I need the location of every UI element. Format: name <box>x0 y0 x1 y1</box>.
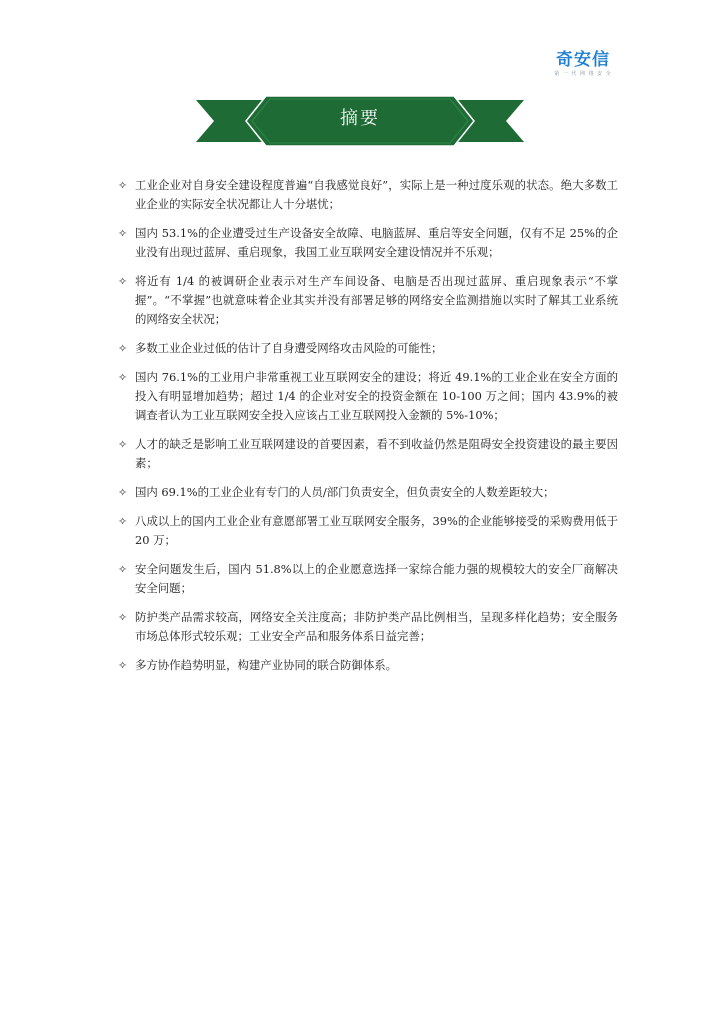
list-item-text: 工业企业对自身安全建设程度普遍“自我感觉良好”，实际上是一种过度乐观的状态。绝大多数工业企业的实际安全状况都让人十分堪忧； <box>135 178 618 211</box>
list-item-text: 人才的缺乏是影响工业互联网建设的首要因素，看不到收益仍然是阻碍安全投资建设的最主要因素； <box>135 437 618 470</box>
list-item <box>118 339 618 358</box>
list-item <box>118 176 618 214</box>
list-item-text: 国内 53.1%的企业遭受过生产设备安全故障、电脑蓝屏、重启等安全问题，仅有不足 25%的企业没有出现过蓝屏、重启现象，我国工业互联网安全建设情况并不乐观； <box>135 226 618 259</box>
logo-text: 奇安信 <box>556 50 610 70</box>
list-item <box>118 560 618 598</box>
bullet-diamond-icon: ✧ <box>118 342 128 355</box>
list-item-text: 安全问题发生后，国内 51.8%以上的企业愿意选择一家综合能力强的规模较大的安全厂商解决安全问题； <box>135 562 618 595</box>
list-item <box>118 608 618 646</box>
list-item-text: 八成以上的国内工业企业有意愿部署工业互联网安全服务，39%的企业能够接受的采购费用低于 20 万； <box>135 514 618 547</box>
section-banner <box>196 96 524 146</box>
list-item-text: 国内 69.1%的工业企业有专门的人员/部门负责安全，但负责安全的人数差距较大； <box>135 485 555 499</box>
list-item-text: 国内 76.1%的工业用户非常重视工业互联网安全的建设；将近 49.1%的工业企业在安全方面的投入有明显增加趋势；超过 1/4 的企业对安全的投资金额在 10-100 万之间；国内 43.9%的被调查者认为工业互联网安全投入应该占工业互联网投入金额的 5%-10%； <box>135 370 618 422</box>
bullet-diamond-icon: ✧ <box>118 563 128 576</box>
logo-subtitle: 第 一 代 网 络 安 全 <box>554 71 612 77</box>
list-item-text: 多数工业企业过低的估计了自身遭受网络攻击风险的可能性； <box>135 341 443 355</box>
summary-list <box>118 176 618 685</box>
section-title: 摘要 <box>340 108 380 129</box>
list-item <box>118 512 618 550</box>
list-item <box>118 435 618 473</box>
list-item <box>118 368 618 425</box>
company-logo <box>548 50 618 78</box>
bullet-diamond-icon: ✧ <box>118 371 128 384</box>
bullet-diamond-icon: ✧ <box>118 179 128 192</box>
bullet-diamond-icon: ✧ <box>118 515 128 528</box>
bullet-diamond-icon: ✧ <box>118 611 128 624</box>
bullet-diamond-icon: ✧ <box>118 438 128 451</box>
list-item-text: 多方协作趋势明显，构建产业协同的联合防御体系。 <box>135 658 397 672</box>
list-item-text: 将近有 1/4 的被调研企业表示对生产车间设备、电脑是否出现过蓝屏、重启现象表示“不掌握”。“不掌握”也就意味着企业其实并没有部署足够的网络安全监测措施以实时了解其工业系统的网络安全状况； <box>135 274 618 326</box>
list-item <box>118 656 618 675</box>
list-item <box>118 272 618 329</box>
list-item <box>118 483 618 502</box>
list-item <box>118 224 618 262</box>
list-item-text: 防护类产品需求较高，网络安全关注度高；非防护类产品比例相当，呈现多样化趋势；安全服务市场总体形式较乐观；工业安全产品和服务体系日益完善； <box>135 610 618 643</box>
bullet-diamond-icon: ✧ <box>118 486 128 499</box>
bullet-diamond-icon: ✧ <box>118 227 128 240</box>
bullet-diamond-icon: ✧ <box>118 659 128 672</box>
bullet-diamond-icon: ✧ <box>118 275 128 288</box>
